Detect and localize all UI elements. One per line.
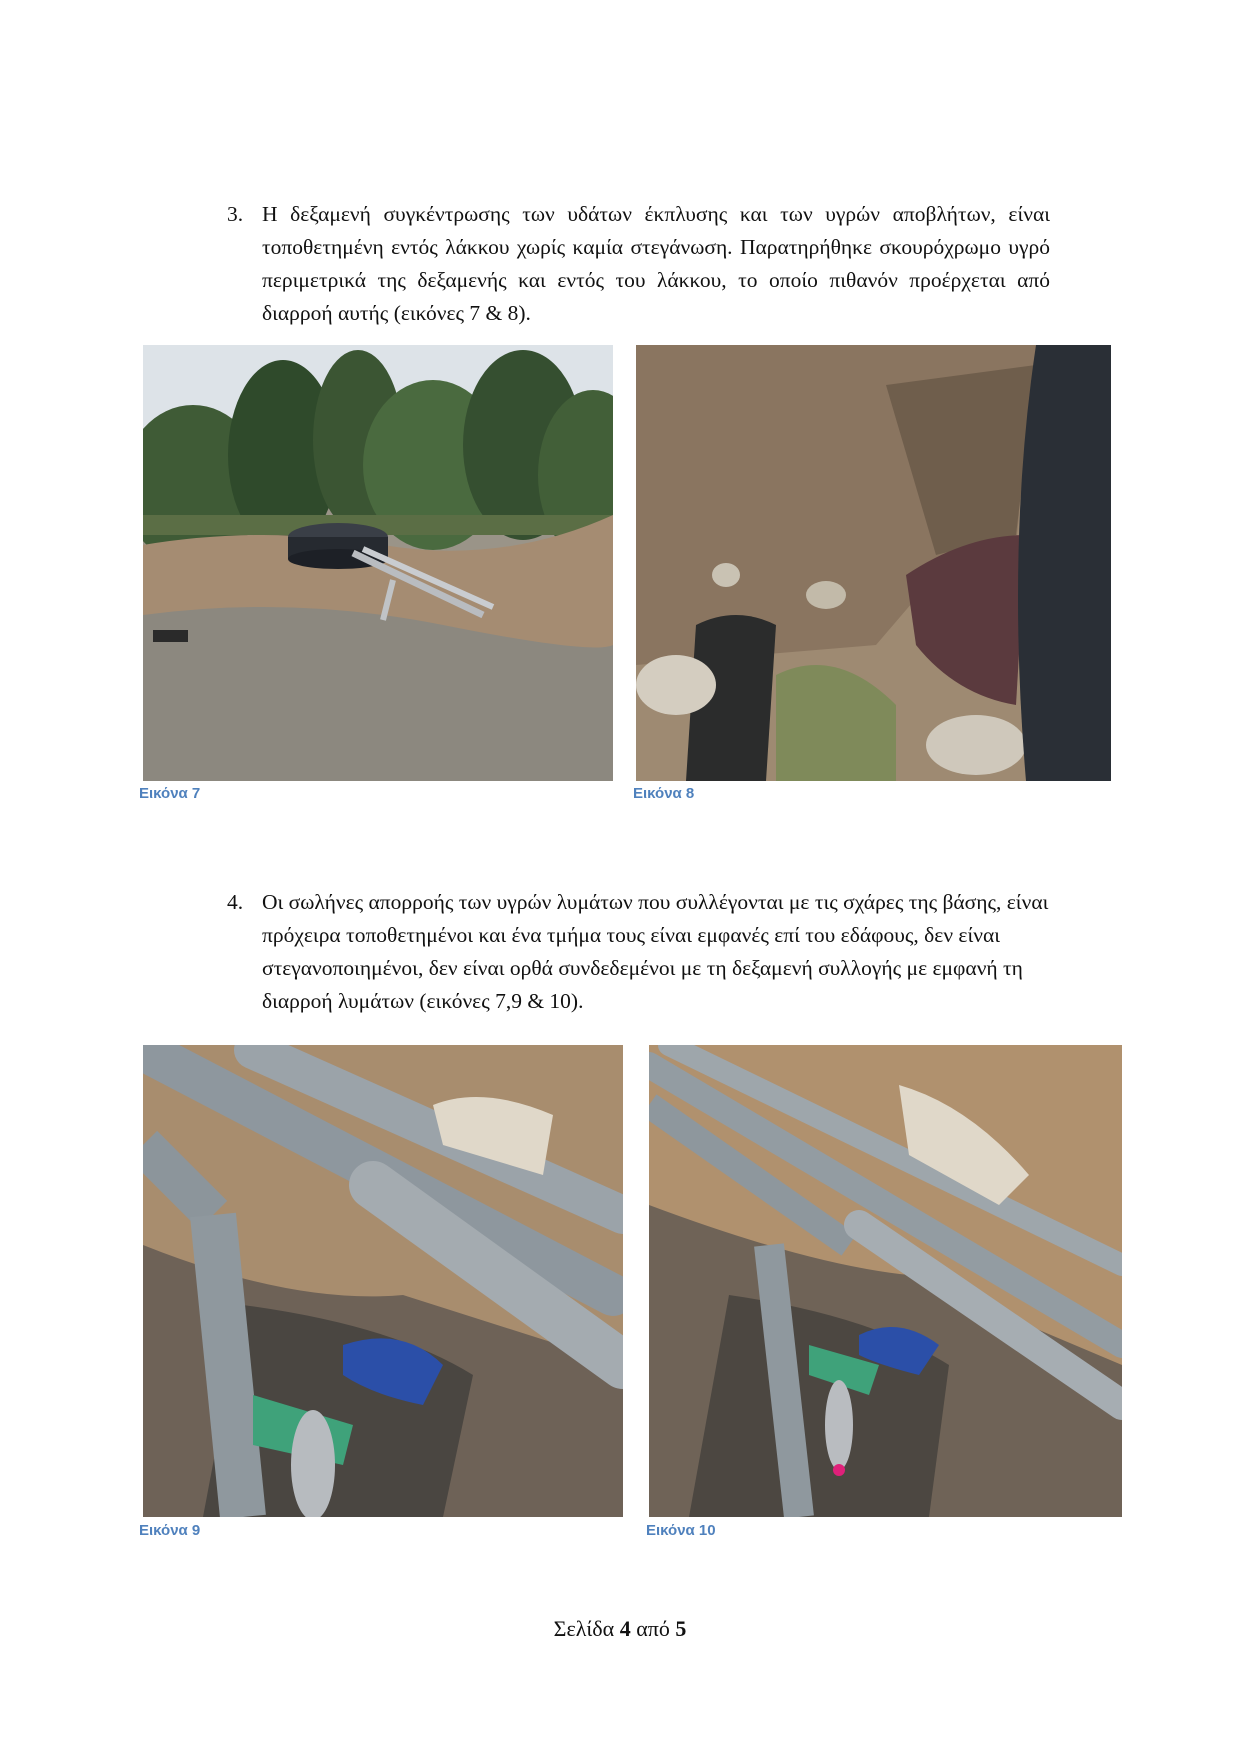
caption-figure-9: Εικόνα 9: [139, 1522, 201, 1539]
photo-figure-7: [143, 345, 613, 781]
caption-figure-10: Εικόνα 10: [646, 1522, 716, 1539]
current-page-number: 4: [619, 1616, 631, 1641]
footer-prefix: Σελίδα: [553, 1616, 620, 1641]
list-item-number: 3.: [227, 202, 244, 226]
list-item-text: Η δεξαμενή συγκέντρωσης των υδάτων έκπλυσης και των υγρών αποβλήτων, είναι τοποθετημένη εντός λάκκου χωρίς καμία στεγάνωση. Παρατηρήθηκε σκουρόχρωμο υγρό περιμετρικά της δεξαμενής και εντός του λάκκου, το οποίο πιθανόν προέρχεται από διαρροή αυτής (εικόνες 7 & 8).: [262, 202, 1050, 325]
list-item-3: [227, 198, 1050, 333]
photo-figure-9: [143, 1045, 623, 1517]
photo-figure-8: [636, 345, 1111, 781]
photo-figure-10: [649, 1045, 1122, 1517]
page-footer: [0, 1616, 1240, 1642]
total-pages-number: 5: [675, 1616, 687, 1641]
list-item-number: 4.: [227, 890, 244, 914]
caption-figure-8: Εικόνα 8: [633, 785, 695, 802]
list-item-4: [227, 886, 1050, 1021]
caption-figure-7: Εικόνα 7: [139, 785, 201, 802]
footer-middle: από: [630, 1616, 676, 1641]
list-item-text: Οι σωλήνες απορροής των υγρών λυμάτων που συλλέγονται με τις σχάρες της βάσης, είναι πρόχειρα τοποθετημένοι και ένα τμήμα τους είναι εμφανές επί του εδάφους, δεν είναι στεγανοποιημένοι, δεν είναι ορθά συνδεδεμένοι με τη δεξαμενή συλλογής με εμφανή τη διαρροή λυμάτων (εικόνες 7,9 & 10).: [262, 890, 1049, 1013]
